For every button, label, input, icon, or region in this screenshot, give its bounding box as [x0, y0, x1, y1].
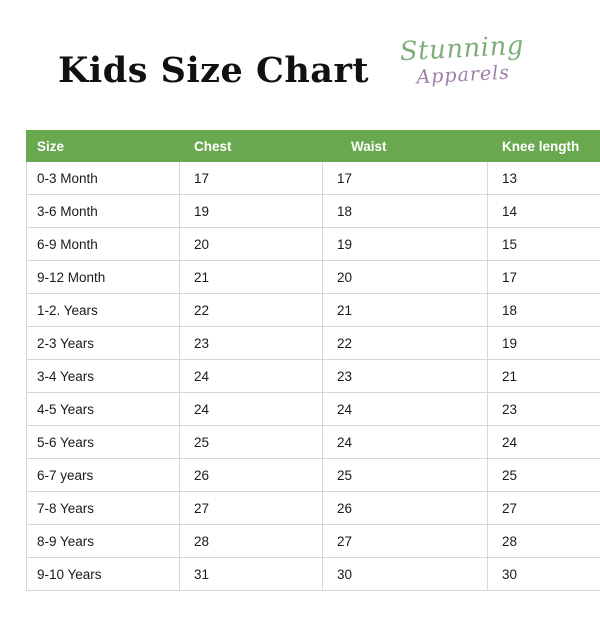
cell-knee: 21	[488, 360, 600, 393]
cell-size: 1-2. Years	[27, 294, 180, 327]
cell-knee: 14	[488, 195, 600, 228]
cell-chest: 19	[180, 195, 323, 228]
table-header-row	[27, 131, 600, 162]
cell-size: 8-9 Years	[27, 525, 180, 558]
table-row	[27, 261, 600, 294]
cell-size: 7-8 Years	[27, 492, 180, 525]
table-row	[27, 294, 600, 327]
column-header-chest: Chest	[180, 131, 323, 162]
cell-chest: 27	[180, 492, 323, 525]
table-body	[27, 162, 600, 591]
cell-size: 9-12 Month	[27, 261, 180, 294]
table-row	[27, 426, 600, 459]
cell-chest: 26	[180, 459, 323, 492]
cell-chest: 22	[180, 294, 323, 327]
table-row	[27, 558, 600, 591]
cell-waist: 20	[323, 261, 488, 294]
cell-knee: 30	[488, 558, 600, 591]
table-row	[27, 360, 600, 393]
cell-size: 3-6 Month	[27, 195, 180, 228]
cell-waist: 17	[323, 162, 488, 195]
brand-logo	[394, 30, 531, 90]
cell-waist: 27	[323, 525, 488, 558]
cell-chest: 21	[180, 261, 323, 294]
cell-knee: 27	[488, 492, 600, 525]
cell-waist: 24	[323, 393, 488, 426]
cell-chest: 28	[180, 525, 323, 558]
cell-knee: 28	[488, 525, 600, 558]
cell-size: 2-3 Years	[27, 327, 180, 360]
column-header-knee-length: Knee length	[488, 131, 600, 162]
cell-waist: 23	[323, 360, 488, 393]
cell-waist: 19	[323, 228, 488, 261]
size-chart-table	[26, 130, 600, 591]
cell-size: 6-9 Month	[27, 228, 180, 261]
cell-knee: 25	[488, 459, 600, 492]
cell-knee: 24	[488, 426, 600, 459]
cell-chest: 25	[180, 426, 323, 459]
cell-waist: 18	[323, 195, 488, 228]
table-row	[27, 327, 600, 360]
brand-name-line2: Apparels	[415, 61, 511, 89]
column-header-size: Size	[27, 131, 180, 162]
table-row	[27, 459, 600, 492]
cell-waist: 21	[323, 294, 488, 327]
page-header	[0, 0, 600, 120]
cell-waist: 24	[323, 426, 488, 459]
cell-knee: 13	[488, 162, 600, 195]
table-header	[27, 131, 600, 162]
table-row	[27, 195, 600, 228]
table-row	[27, 228, 600, 261]
size-chart-table-container	[26, 130, 580, 591]
cell-chest: 24	[180, 360, 323, 393]
page-title: Kids Size Chart	[58, 50, 370, 91]
cell-size: 0-3 Month	[27, 162, 180, 195]
cell-chest: 20	[180, 228, 323, 261]
table-row	[27, 393, 600, 426]
cell-knee: 23	[488, 393, 600, 426]
cell-size: 5-6 Years	[27, 426, 180, 459]
cell-knee: 19	[488, 327, 600, 360]
brand-name-line1: Stunning	[399, 30, 525, 68]
cell-size: 9-10 Years	[27, 558, 180, 591]
cell-knee: 17	[488, 261, 600, 294]
cell-size: 6-7 years	[27, 459, 180, 492]
cell-chest: 23	[180, 327, 323, 360]
cell-waist: 25	[323, 459, 488, 492]
table-row	[27, 492, 600, 525]
cell-waist: 30	[323, 558, 488, 591]
cell-chest: 31	[180, 558, 323, 591]
cell-size: 4-5 Years	[27, 393, 180, 426]
cell-waist: 22	[323, 327, 488, 360]
column-header-waist: Waist	[323, 131, 488, 162]
cell-size: 3-4 Years	[27, 360, 180, 393]
cell-chest: 24	[180, 393, 323, 426]
cell-knee: 15	[488, 228, 600, 261]
cell-chest: 17	[180, 162, 323, 195]
table-row	[27, 525, 600, 558]
cell-waist: 26	[323, 492, 488, 525]
cell-knee: 18	[488, 294, 600, 327]
table-row	[27, 162, 600, 195]
